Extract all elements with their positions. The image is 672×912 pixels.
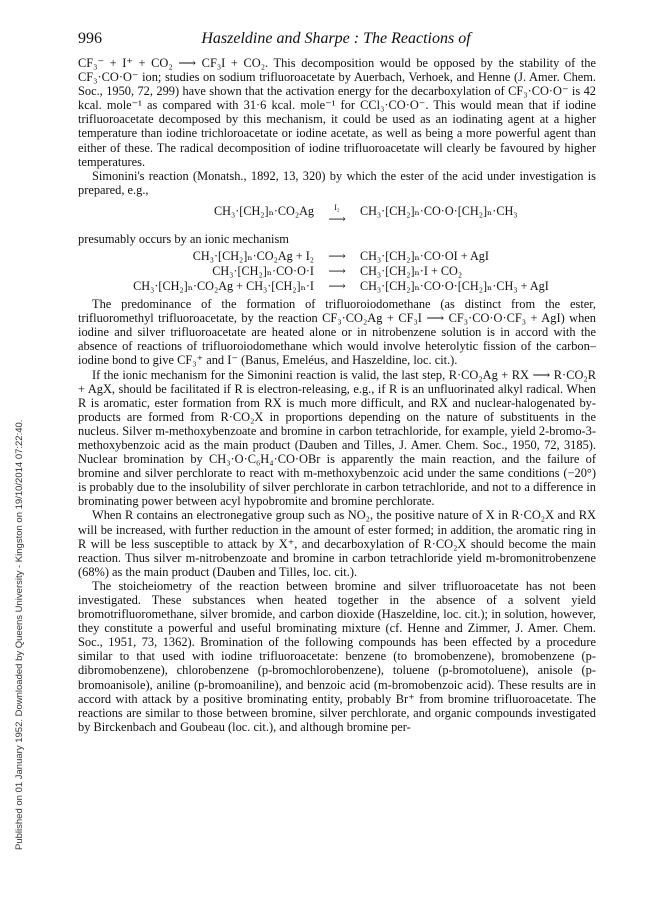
watermark-text: Published on 01 January 1952. Downloaded by Queens University - Kingston on 19/10/2014 07:22:40. [14, 419, 25, 850]
equation-condition: I₂ [334, 202, 340, 212]
equation-right: CH₃·[CH₂]ₙ·CO·OI + AgI [360, 249, 489, 264]
paragraph-4: The predominance of the formation of trifluoroiodomethane (as distinct from the ester, trifluoromethyl trifluoroacetate, by the reaction CF₃·CO₂Ag + CF₃I ⟶ CF₃·CO·O·CF₃ + AgI) when iodine and silver trifluoroacetate are heated alone or in nitrobenzene solution is in accord with the absence of reactions of trifluoroiodomethane which would involve heterolytic fission of the carbon–iodine bond to give CF₃⁺ and I⁻ (Banus, Emeléus, and Haszeldine, loc. cit.). [78, 297, 596, 368]
page-header [78, 30, 594, 50]
equation-right: CH₃·[CH₂]ₙ·I + CO₂ [360, 264, 463, 279]
equation-simonini [78, 204, 596, 227]
equation-left: CH₃·[CH₂]ₙ·CO₂Ag + I₂ [192, 249, 314, 264]
paragraph-7: The stoicheiometry of the reaction between bromine and silver trifluoroacetate has not been investigated. These substances when heated together in the absence of a solvent yield bromotrifluoromethane, silver bromide, and carbon dioxide (Haszeldine, loc. cit.); in solution, however, they constitute a powerful and useful brominating mixture (cf. Henne and Zimmer, J. Amer. Chem. Soc., 1951, 73, 1362). Bromination of the following compounds has been effected by a procedure similar to that used with iodine trifluoroacetate: benzene (to bromobenzene), bromobenzene (p-dibromobenzene), chlorobenzene (p-bromochlorobenzene), toluene (p-bromotoluene), anisole (p-bromoanisole), aniline (p-bromoaniline), and benzoic acid (m-bromobenzoic acid). These results are in accord with attack by a positive brominating entity, probably Br⁺ from bromine trifluoroacetate. The reactions are similar to those between bromine, silver perchlorate, and organic compounds investigated by Birckenbach and Goubeau (loc. cit.), and although bromine per- [78, 578, 596, 734]
equation-arrow: ⟶ [328, 279, 346, 294]
paragraph-3: presumably occurs by an ionic mechanism [78, 231, 289, 246]
article-body [78, 56, 596, 734]
paragraph-1: CF₃⁻ + I⁺ + CO₂ ⟶ CF₃I + CO₂. This decomposition would be opposed by the stability of the CF₃·CO·O⁻ ion; studies on sodium trifluoroacetate by Auerbach, Verhoek, and Henne (J. Amer. Chem. Soc., 1950, 72, 299) have shown that the activation energy for the decarboxylation of CF₃·CO·O⁻ is 42 kcal. mole⁻¹ as compared with 31·6 kcal. mole⁻¹ for CCl₃·CO·O⁻. This would mean that if iodine trifluoroacetate decomposed by this mechanism, it could be used as an iodinating agent at a higher temperature than iodine trichloroacetate or iodine acetate, as well as being a more powerful agent than either of these. The radical decomposition of iodine trifluoroacetate will clearly be favoured by higher temperatures. [78, 56, 596, 169]
paragraph-2: Simonini's reaction (Monatsh., 1892, 13, 320) by which the ester of the acid under investigation is prepared, e.g., [78, 168, 596, 197]
paragraph-5: If the ionic mechanism for the Simonini reaction is valid, the last step, R·CO₂Ag + RX ⟶ R·CO₂R + AgX, should be facilitated if R is electron-releasing, e.g., if R is an unfluorinated alkyl radical. When R is aromatic, ester formation from RX is much more difficult, and RX and nuclear-halogenated by-products are formed from R·CO₂X in proportions depending on the nature of substituents in the nucleus. Silver m-methoxybenzoate and bromine in carbon tetrachloride, for example, yield 2-bromo-3-methoxybenzoic acid as the main product (Dauben and Tilles, J. Amer. Chem. Soc., 1950, 72, 3185). Nuclear bromination by CH₃·O·C₆H₄·CO·OBr is apparently the main reaction, and the failure of bromine and silver perchlorate to react with m-methoxybenzoic acid under the same conditions (−20°) is probably due to the insolubility of silver perchlorate in carbon tetrachloride, and not to a difference in brominating power between acyl hypobromite and bromine perchlorate. [78, 367, 596, 509]
equation-arrow: ⟶ [328, 249, 346, 264]
equation-arrow: I₂ ⟶ [324, 204, 350, 227]
paragraph-6: When R contains an electronegative group such as NO₂, the positive nature of X in R·CO₂X and RX will be increased, with further reduction in the amount of ester formed; in addition, the aromatic ring in R will be less susceptible to attack by X⁺, and decarboxylation of R·CO₂X should become the main reaction. Thus silver m-nitrobenzoate and bromine in carbon tetrachloride yield m-bromonitrobenzene (68%) as the main product (Dauben and Tilles, loc. cit.). [78, 508, 596, 579]
page-number: 996 [78, 30, 102, 47]
equation-arrow: ⟶ [328, 264, 346, 279]
running-title: Haszeldine and Sharpe : The Reactions of [201, 30, 471, 47]
download-watermark [14, 130, 36, 850]
equation-left: CH₃·[CH₂]ₙ·CO₂Ag [214, 203, 314, 218]
equation-left: CH₃·[CH₂]ₙ·CO₂Ag + CH₃·[CH₂]ₙ·I [133, 279, 314, 294]
equation-right: CH₃·[CH₂]ₙ·CO·O·[CH₂]ₙ·CH₃ [360, 203, 518, 218]
equation-left: CH₃·[CH₂]ₙ·CO·O·I [212, 264, 314, 279]
equation-right: CH₃·[CH₂]ₙ·CO·O·[CH₂]ₙ·CH₃ + AgI [360, 279, 549, 294]
equation-mechanism [78, 249, 596, 294]
